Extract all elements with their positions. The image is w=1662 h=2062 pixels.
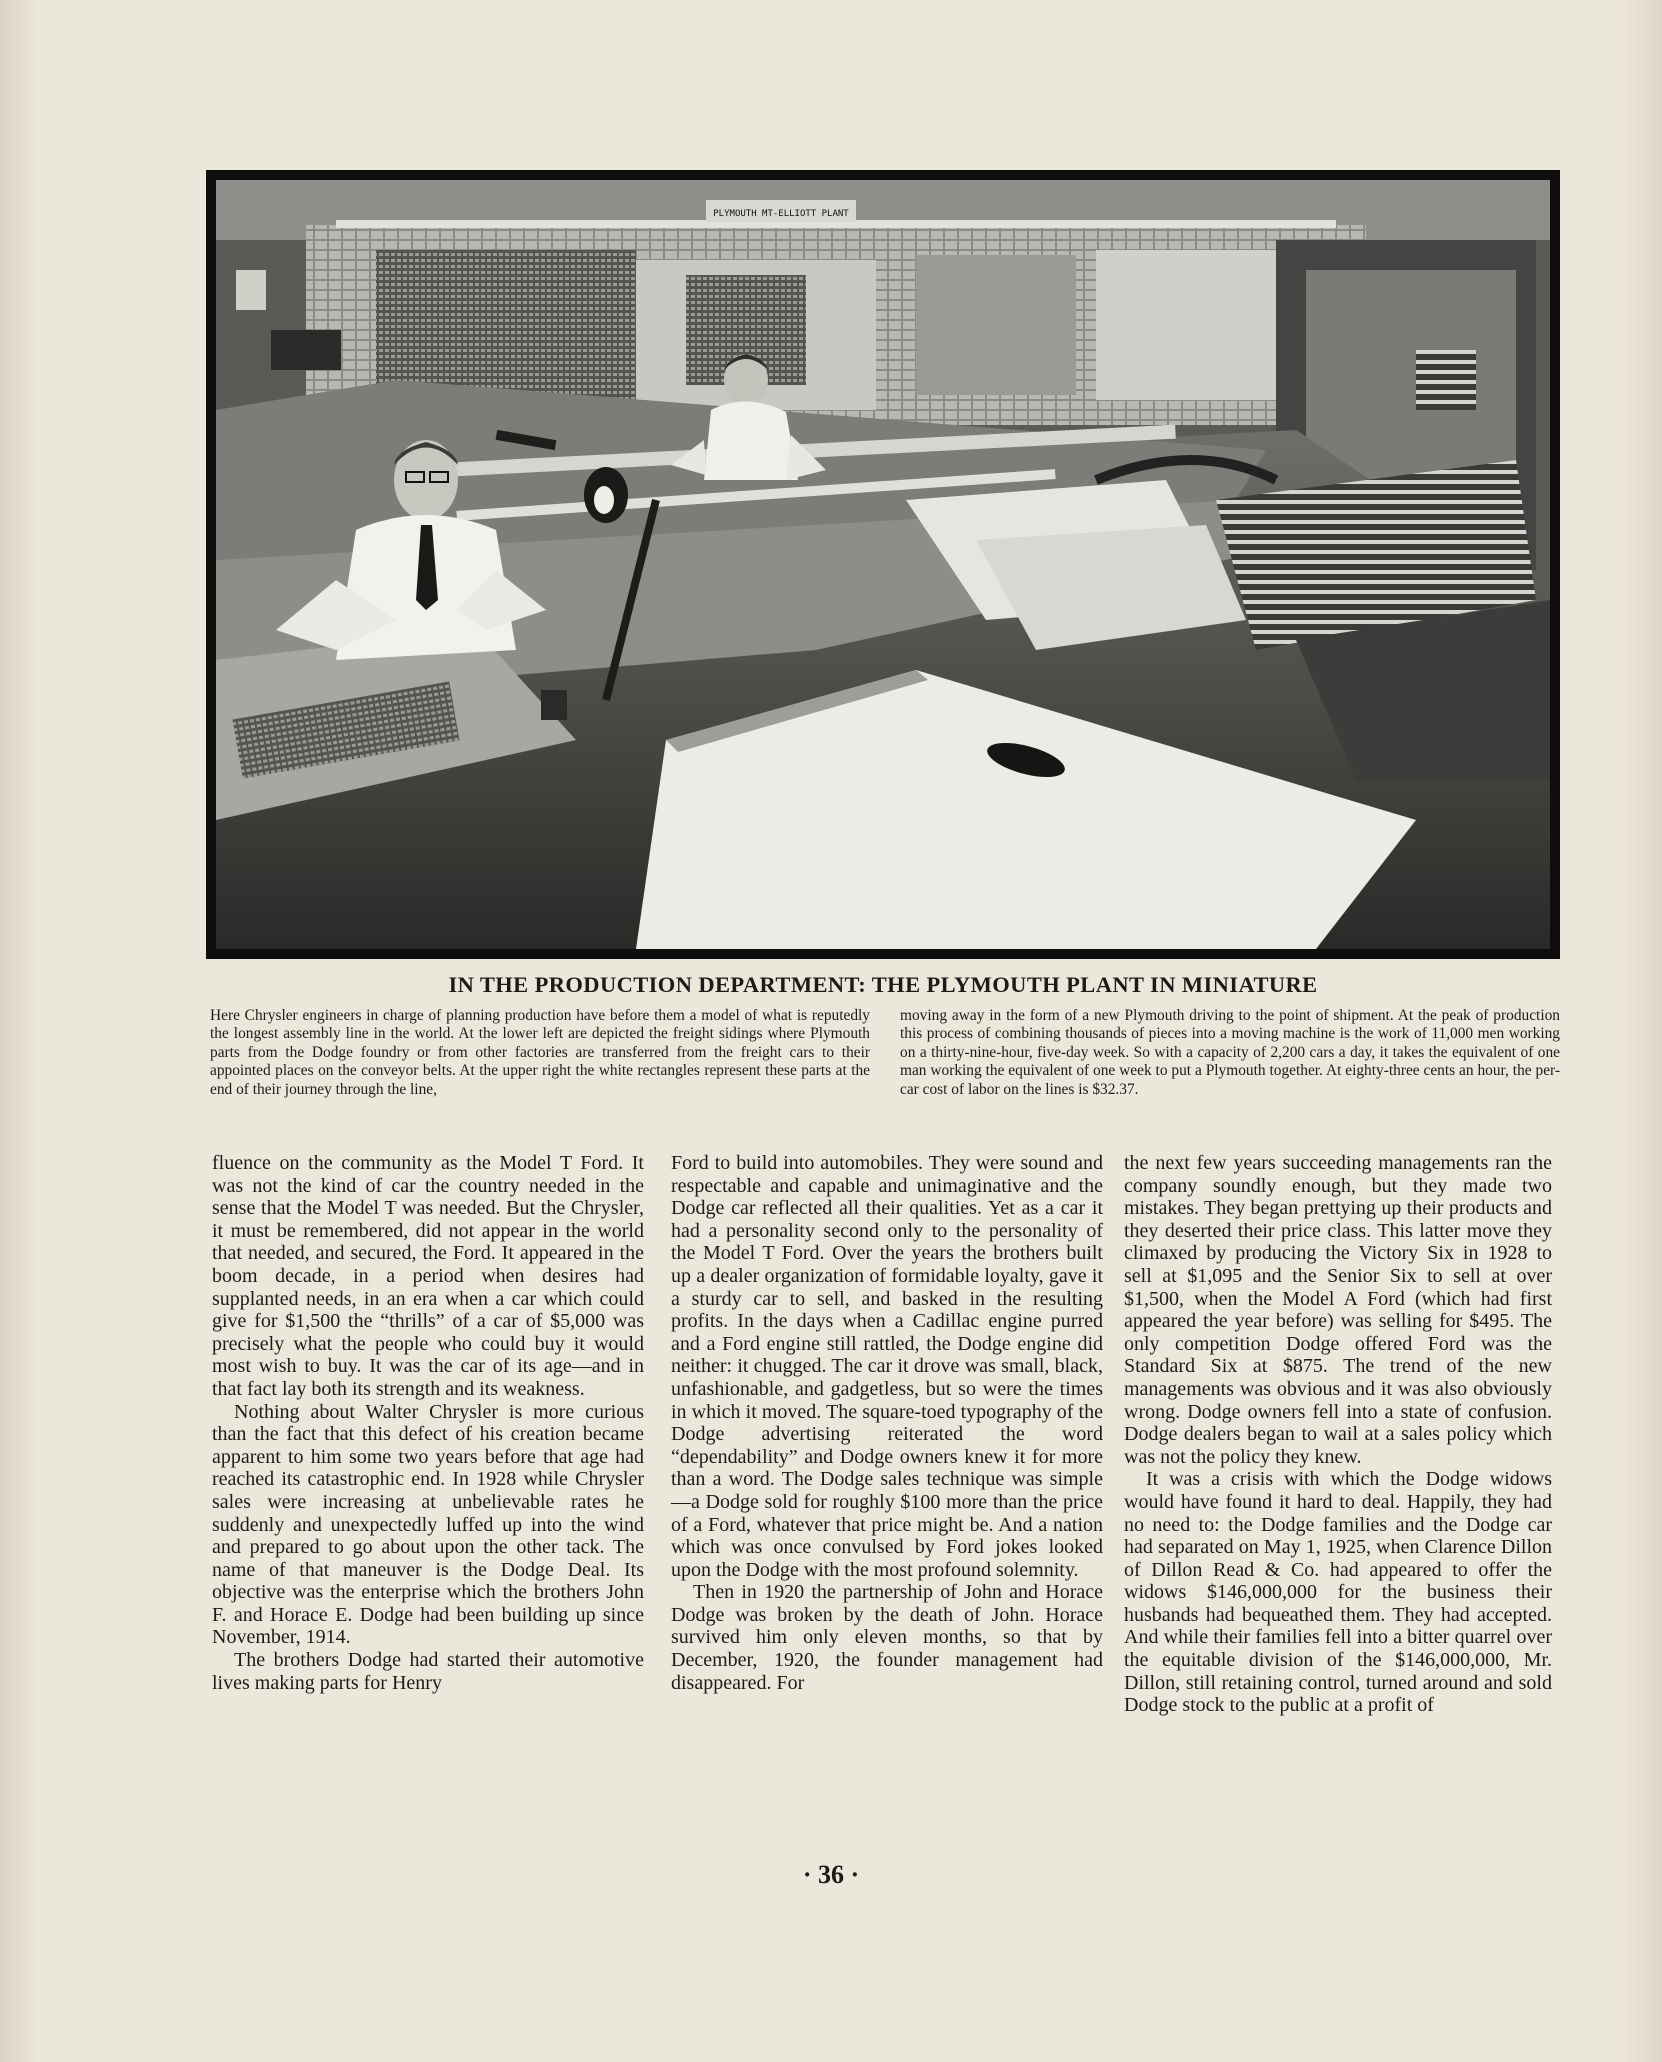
photo-illustration (216, 180, 1550, 949)
production-department-photo (206, 170, 1560, 959)
paragraph: The brothers Dodge had started their automotive lives making parts for Henry (212, 1649, 644, 1694)
article-column-1 (212, 1152, 644, 1694)
caption-title: IN THE PRODUCTION DEPARTMENT: THE PLYMOUTH PLANT IN MINIATURE (448, 972, 1318, 997)
paragraph: Ford to build into automobiles. They were sound and respectable and capable and unimaginative and the Dodge car reflected all their qualities. Yet as a car it had a personality second only to the personality of the Model T Ford. Over the years the brothers built up a dealer organization of formidable loyalty, gave it a sturdy car to sell, and basked in the resulting profits. In the days when a Cadillac engine purred and a Ford engine still rattled, the Dodge engine did neither: it chugged. The car it drove was small, black, unfashionable, and gadgetless, but so were the times in which it moved. The square-toed typography of the Dodge advertising reiterated the word “dependability” and Dodge owners knew it for more than a word. The Dodge sales technique was simple—a Dodge sold for roughly $100 more than the price of a Ford, whatever that price might be. And a nation which was once convulsed by Ford jokes looked upon the Dodge with the most profound solemnity. (671, 1152, 1103, 1581)
page-number: · 36 · (802, 1860, 860, 1889)
paragraph: It was a crisis with which the Dodge widows would have found it hard to deal. Happily, they had no need to: the Dodge families and the Dodge car had separated on May 1, 1925, when Clarence Dillon of Dillon Read & Co. had appeared to offer the widows $146,000,000 for the business their husbands had bequeathed them. They had accepted. And while their families fell into a bitter quarrel over the equitable division of the $146,000,000, Mr. Dillon, still retaining control, turned around and sold Dodge stock to the public at a profit of (1124, 1468, 1552, 1717)
paragraph: the next few years succeeding managements ran the company soundly enough, but they made two mistakes. They began prettying up their products and they deserted their price class. This latter move they climaxed by producing the Victory Six in 1928 to sell at $1,095 and the Senior Six to sell at over $1,500, when the Model A Ford (which had first appeared the year before) was selling for $495. The only competition Dodge offered Ford was the Standard Six at $875. The trend of the new managements was obvious and it was also obviously wrong. Dodge owners fell into a state of confusion. Dodge dealers began to wail at a sales policy which was not the policy they knew. (1124, 1152, 1552, 1468)
paragraph: Then in 1920 the partnership of John and Horace Dodge was broken by the death of John. Horace survived him only eleven months, so that by December, 1920, the founder management had disappeared. For (671, 1581, 1103, 1694)
article-column-2 (671, 1152, 1103, 1694)
caption-text-right: moving away in the form of a new Plymouth driving to the point of shipment. At the peak of production this process of combining thousands of pieces into a moving machine is the work of 11,000 men working on a thirty-nine-hour, five-day week. So with a capacity of 2,200 cars a day, it takes the equivalent of one man working the equivalent of one week to put a Plymouth together. At eighty-three cents an hour, the per-car cost of labor on the lines is $32.37. (900, 1007, 1560, 1098)
paragraph: fluence on the community as the Model T Ford. It was not the kind of car the country needed in the sense that the Model T was needed. But the Chrysler, it must be remembered, did not appear in the world that needed, and secured, the Ford. It appeared in the boom decade, in a period when desires had supplanted needs, in an era when a car which could give for $1,500 the “thrills” of a car of $5,000 was precisely what the people who could buy it would most wish to buy. It was the car of its age—and in that fact lay both its strength and its weakness. (212, 1152, 644, 1400)
board-label: PLYMOUTH MT-ELLIOTT PLANT (713, 209, 849, 219)
paragraph: Nothing about Walter Chrysler is more curious than the fact that this defect of his creation became apparent to him some two years before that age had reached its catastrophic end. In 1928 while Chrysler sales were increasing at unbelievable rates he suddenly and unexpectedly luffed up into the wind and prepared to go about upon the other tack. The name of that maneuver is the Dodge Deal. Its objective was the enterprise which the brothers John F. and Horace E. Dodge had been building up since November, 1914. (212, 1400, 644, 1649)
caption-text-left: Here Chrysler engineers in charge of planning production have before them a model of what is reputedly the longest assembly line in the world. At the lower left are depicted the freight sidings where Plymouth parts from the Dodge foundry or from other factories are transferred from the freight cars to their appointed places on the conveyor belts. At the upper right the white rectangles represent these parts at the end of their journey through the line, (210, 1007, 870, 1098)
article-column-3 (1124, 1152, 1552, 1717)
